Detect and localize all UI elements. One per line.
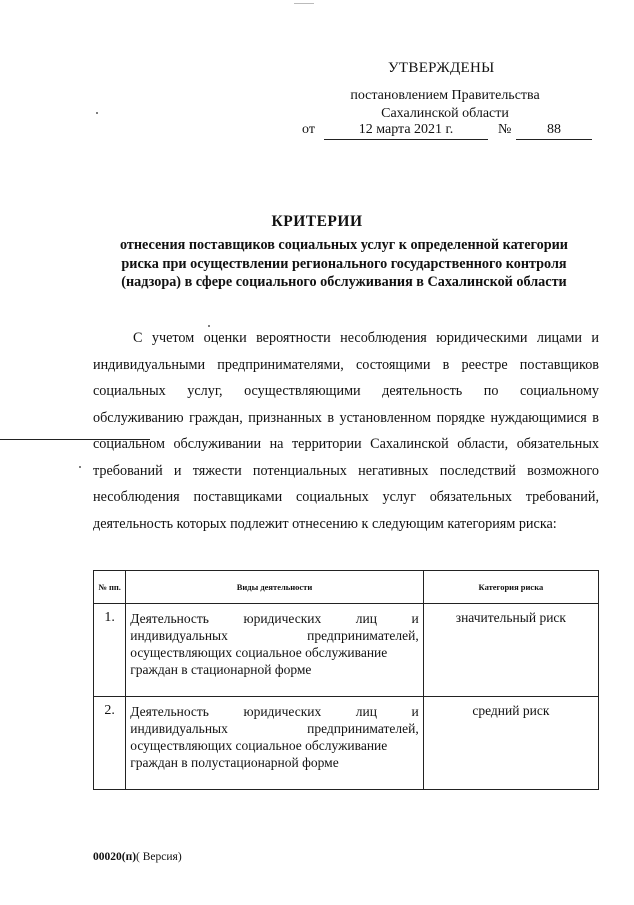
table-header-row bbox=[94, 571, 599, 604]
row-number: 2. bbox=[94, 697, 126, 790]
activity-word: индивидуальных bbox=[130, 628, 228, 643]
activity-word: юридических bbox=[243, 611, 322, 626]
activity-line: граждан в стационарной форме bbox=[130, 662, 312, 677]
activity-word: лиц bbox=[355, 704, 377, 719]
activity-line: граждан в полустационарной форме bbox=[130, 755, 339, 770]
activity-word: Деятельность bbox=[130, 611, 209, 626]
activity-word: и bbox=[411, 611, 419, 626]
body-paragraph: С учетом оценки вероятности несоблюдения юридическими лицами и индивидуальными предпринимателями, состоящими в реестре поставщиков социальных услуг, осуществляющими деятельность по социальному обслуживанию граждан, признанных в установленном порядке нуждающимися в социальном обслуживании на территории Сахалинской области, обязательных требований и тяжести потенциальных негативных последствий возможного несоблюдения поставщиками социальных услуг обязательных требований, деятельность которых подлежит отнесению к следующим категориям риска: bbox=[93, 330, 599, 532]
row-category: средний риск bbox=[423, 697, 598, 790]
version-label: ( Версия) bbox=[136, 851, 182, 863]
footer-code bbox=[93, 851, 182, 863]
approval-number: 88 bbox=[516, 122, 592, 140]
activity-line: осуществляющих социальное обслуживание bbox=[130, 738, 388, 753]
row-number: 1. bbox=[94, 604, 126, 697]
activity-line bbox=[130, 703, 419, 720]
from-label: от bbox=[302, 122, 315, 137]
approval-date: 12 марта 2021 г. bbox=[324, 122, 488, 140]
row-activity bbox=[126, 604, 424, 697]
scan-speck bbox=[208, 325, 210, 327]
activity-line bbox=[130, 720, 419, 737]
activity-word: лиц bbox=[355, 611, 377, 626]
row-category: значительный риск bbox=[423, 604, 598, 697]
scan-speck bbox=[79, 466, 81, 468]
scan-speck bbox=[294, 3, 314, 4]
document-title: КРИТЕРИИ bbox=[271, 213, 363, 230]
number-label: № bbox=[498, 122, 512, 137]
activity-word: юридических bbox=[243, 704, 322, 719]
activity-word: и bbox=[411, 704, 419, 719]
criteria-table bbox=[93, 570, 599, 790]
header-activity: Виды деятельности bbox=[126, 571, 424, 604]
activity-word: индивидуальных bbox=[130, 721, 228, 736]
approval-date-row bbox=[302, 122, 602, 142]
document-subtitle: отнесения поставщиков социальных услуг к определенной категории риска при осуществлении регионального государственного контроля (надзора) в сфере социального обслуживания в Сахалинской области bbox=[120, 237, 568, 290]
approval-line-2: Сахалинской области bbox=[381, 106, 509, 121]
scan-speck bbox=[96, 112, 98, 114]
activity-line bbox=[130, 610, 419, 627]
activity-word: предпринимателей, bbox=[307, 721, 419, 736]
activity-word: предпринимателей, bbox=[307, 628, 419, 643]
header-category: Категория риска bbox=[423, 571, 598, 604]
header-num: № пп. bbox=[94, 571, 126, 604]
activity-line: осуществляющих социальное обслуживание bbox=[130, 645, 388, 660]
approval-line-1: постановлением Правительства bbox=[350, 88, 540, 103]
document-code: 00020(п) bbox=[93, 851, 137, 863]
activity-line bbox=[130, 627, 419, 644]
approval-heading: УТВЕРЖДЕНЫ bbox=[388, 60, 495, 76]
activity-word: Деятельность bbox=[130, 704, 209, 719]
row-activity bbox=[126, 697, 424, 790]
table-row bbox=[94, 697, 599, 790]
table-row bbox=[94, 604, 599, 697]
